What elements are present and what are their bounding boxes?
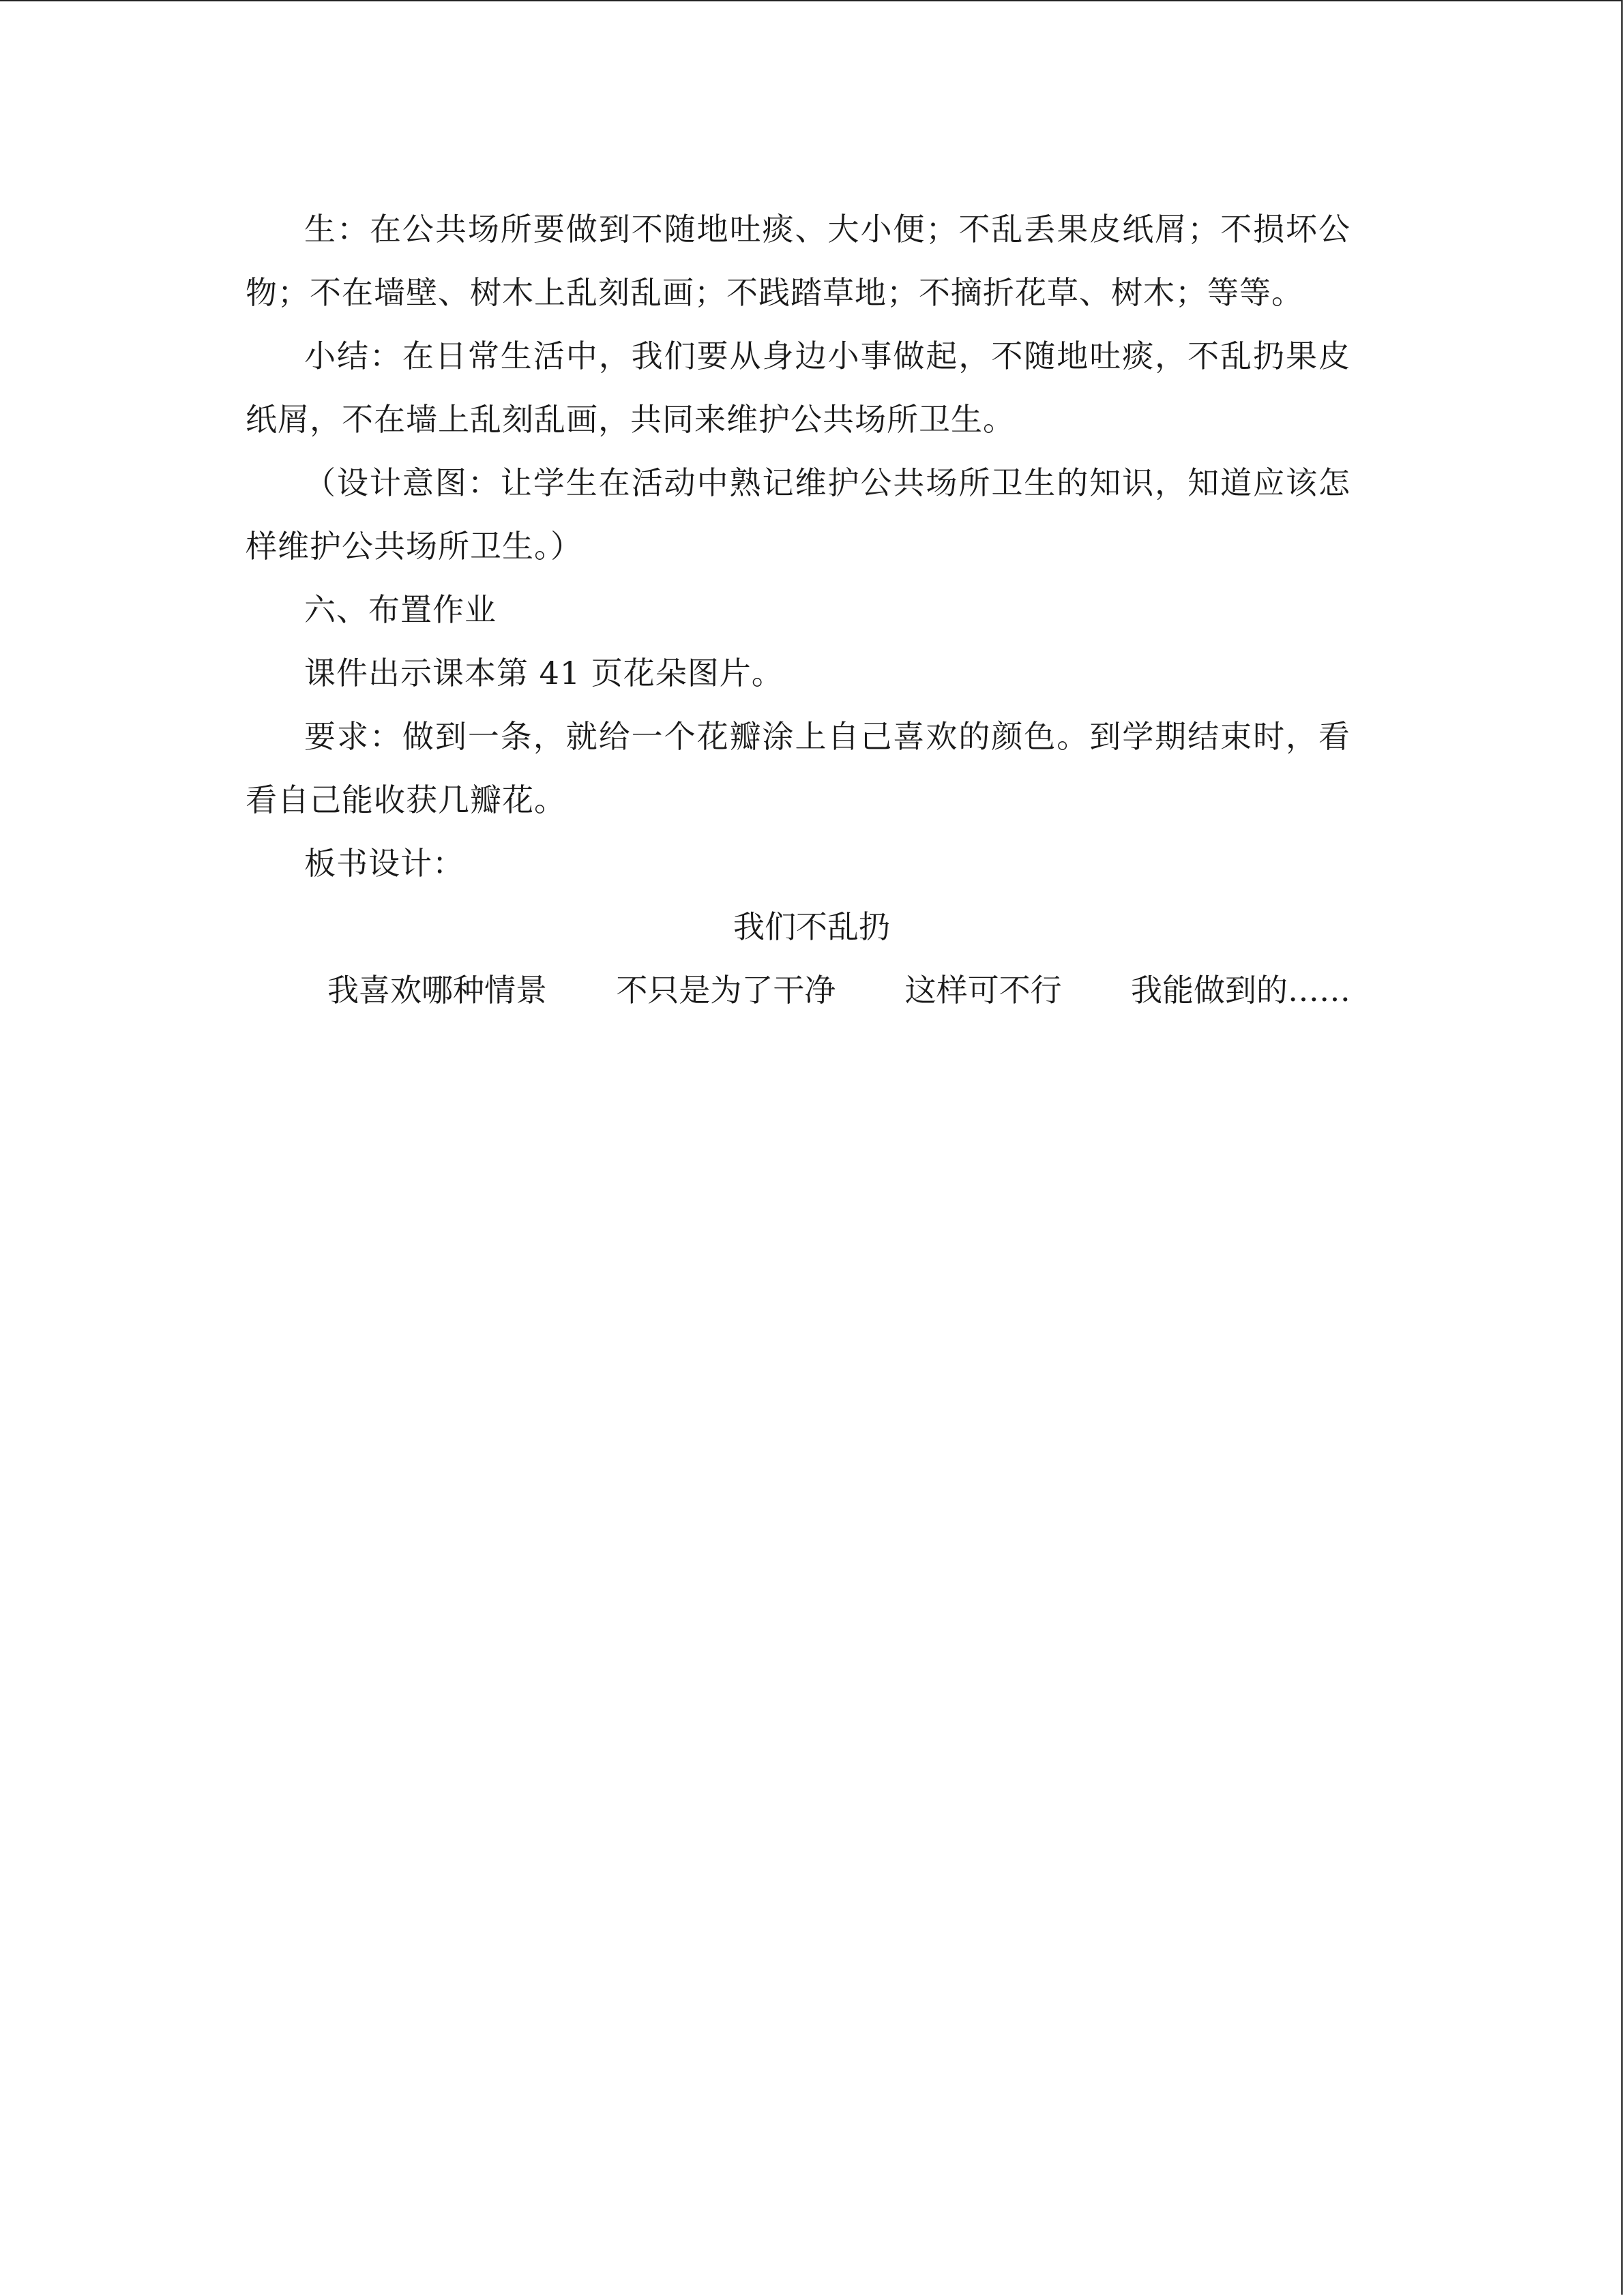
section-heading-homework: 六、布置作业 <box>304 591 497 628</box>
board-item: 不只是为了干净 <box>616 972 836 1009</box>
paragraph-courseware: 课件出示课本第 41 页花朵图片。 <box>304 655 784 691</box>
board-item: 这样可不行 <box>904 972 1062 1009</box>
paragraph-board-design-label: 板书设计： <box>304 845 464 882</box>
paragraph-student-answer: 生：在公共场所要做到不随地吐痰、大小便；不乱丢果皮纸屑；不损坏公物；不在墙壁、树木上乱刻乱画；不践踏草地；不摘折花草、树木；等等。 <box>246 211 1350 311</box>
paragraph-design-intent: （设计意图：让学生在活动中熟记维护公共场所卫生的知识，知道应该怎样维护公共场所卫生。） <box>246 464 1350 565</box>
board-item: 我能做到的…… <box>1130 972 1350 1009</box>
board-item: 我喜欢哪种情景 <box>327 972 547 1009</box>
document-body <box>246 198 1350 1022</box>
paragraph-summary: 小结：在日常生活中，我们要从身边小事做起，不随地吐痰，不乱扔果皮纸屑，不在墙上乱刻乱画，共同来维护公共场所卫生。 <box>246 338 1350 438</box>
board-items-row <box>246 959 1350 1022</box>
board-title: 我们不乱扔 <box>733 908 890 945</box>
paragraph-requirement: 要求：做到一条，就给一个花瓣涂上自己喜欢的颜色。到学期结束时，看看自己能收获几瓣花。 <box>246 718 1350 818</box>
